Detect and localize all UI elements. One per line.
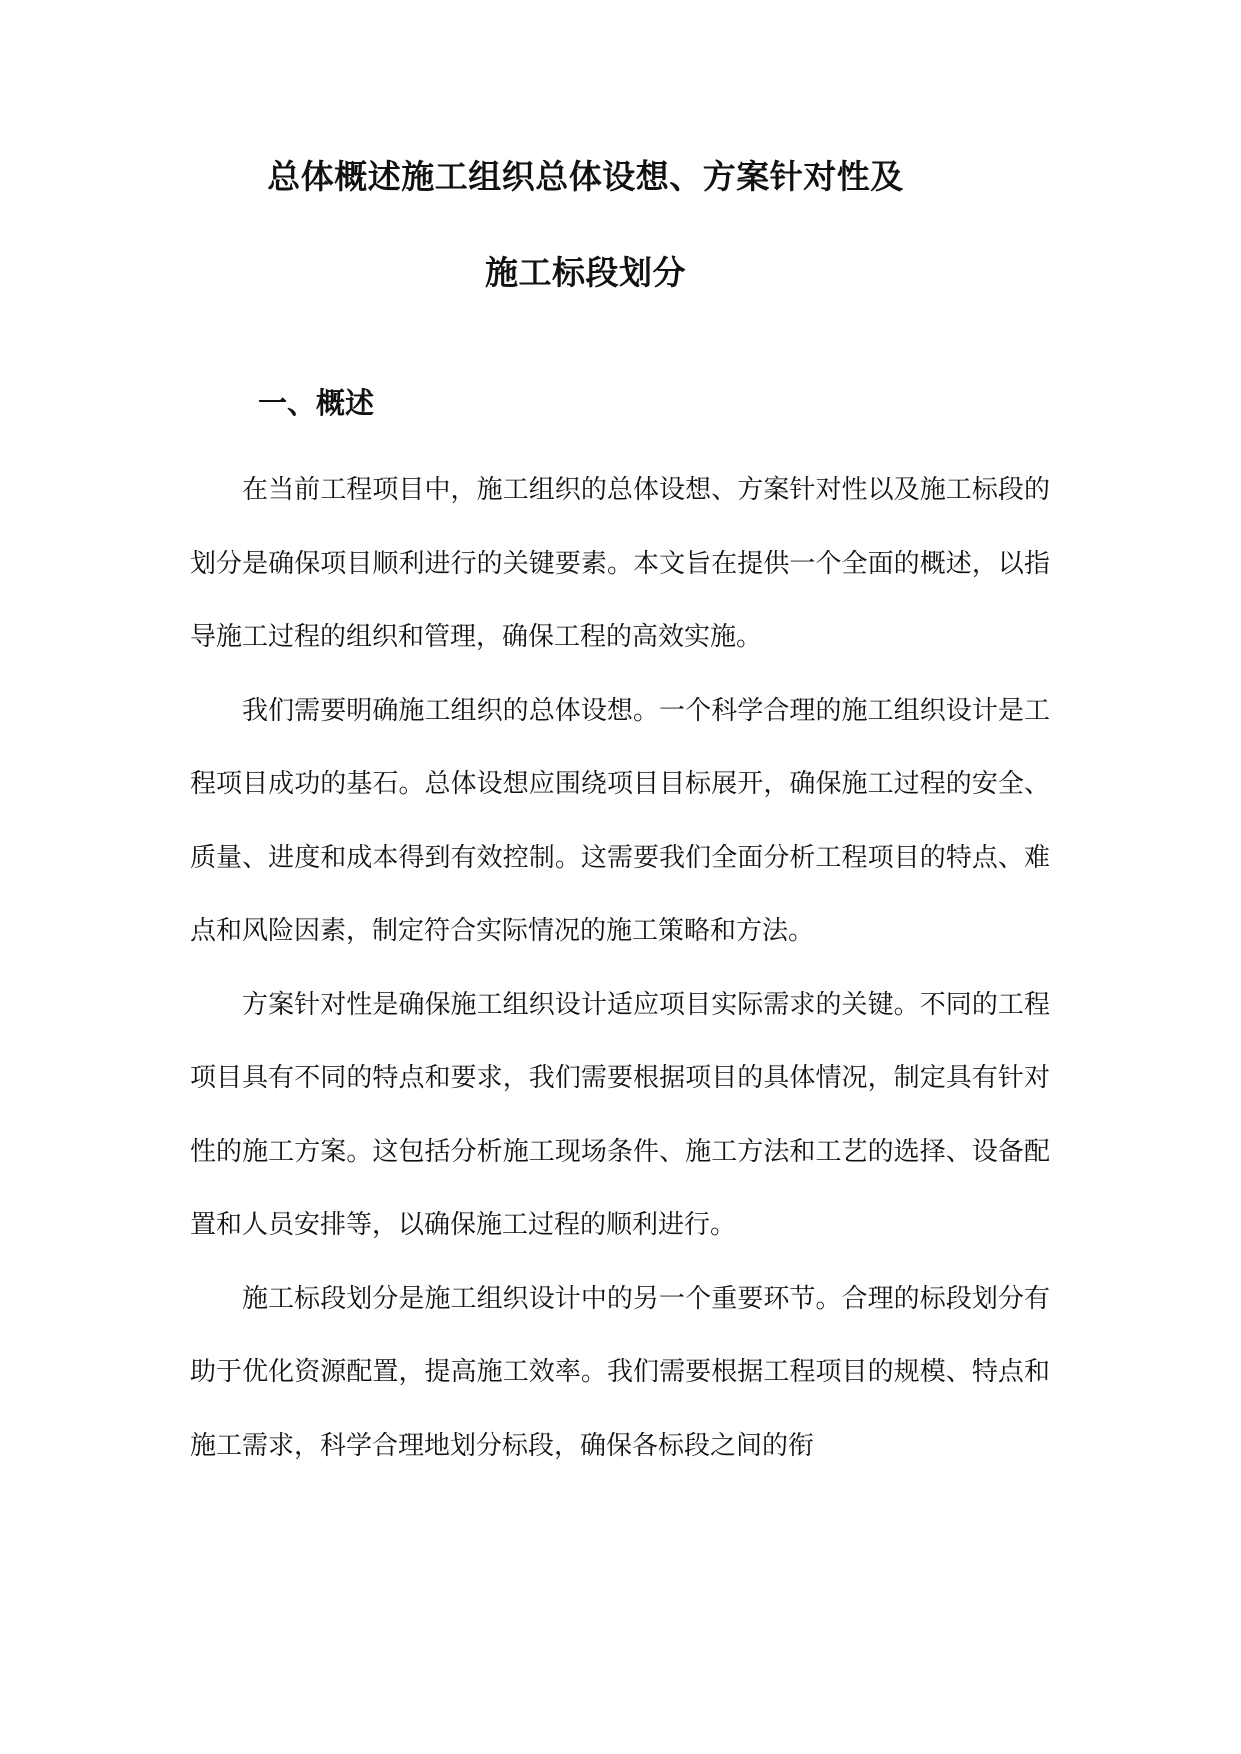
body-text xyxy=(190,454,1050,1483)
paragraph-1: 在当前工程项目中，施工组织的总体设想、方案针对性以及施工标段的划分是确保项目顺利进行的关键要素。本文旨在提供一个全面的概述，以指导施工过程的组织和管理，确保工程的高效实施。 xyxy=(190,475,1050,652)
section-heading-overview: 一、概述 xyxy=(258,386,375,420)
document-title-line-1: 总体概述施工组织总体设想、方案针对性及 xyxy=(267,157,904,196)
paragraph-4: 施工标段划分是施工组织设计中的另一个重要环节。合理的标段划分有助于优化资源配置，提高施工效率。我们需要根据工程项目的规模、特点和施工需求，科学合理地划分标段，确保各标段之间的衔 xyxy=(190,1283,1050,1461)
paragraph-3: 方案针对性是确保施工组织设计适应项目实际需求的关键。不同的工程项目具有不同的特点和要求，我们需要根据项目的具体情况，制定具有针对性的施工方案。这包括分析施工现场条件、施工方法和工艺的选择、设备配置和人员安排等，以确保施工过程的顺利进行。 xyxy=(190,989,1050,1240)
document-title-line-2: 施工标段划分 xyxy=(485,253,686,292)
paragraph-2: 我们需要明确施工组织的总体设想。一个科学合理的施工组织设计是工程项目成功的基石。总体设想应围绕项目目标展开，确保施工过程的安全、质量、进度和成本得到有效控制。这需要我们全面分析工程项目的特点、难点和风险因素，制定符合实际情况的施工策略和方法。 xyxy=(190,695,1050,946)
